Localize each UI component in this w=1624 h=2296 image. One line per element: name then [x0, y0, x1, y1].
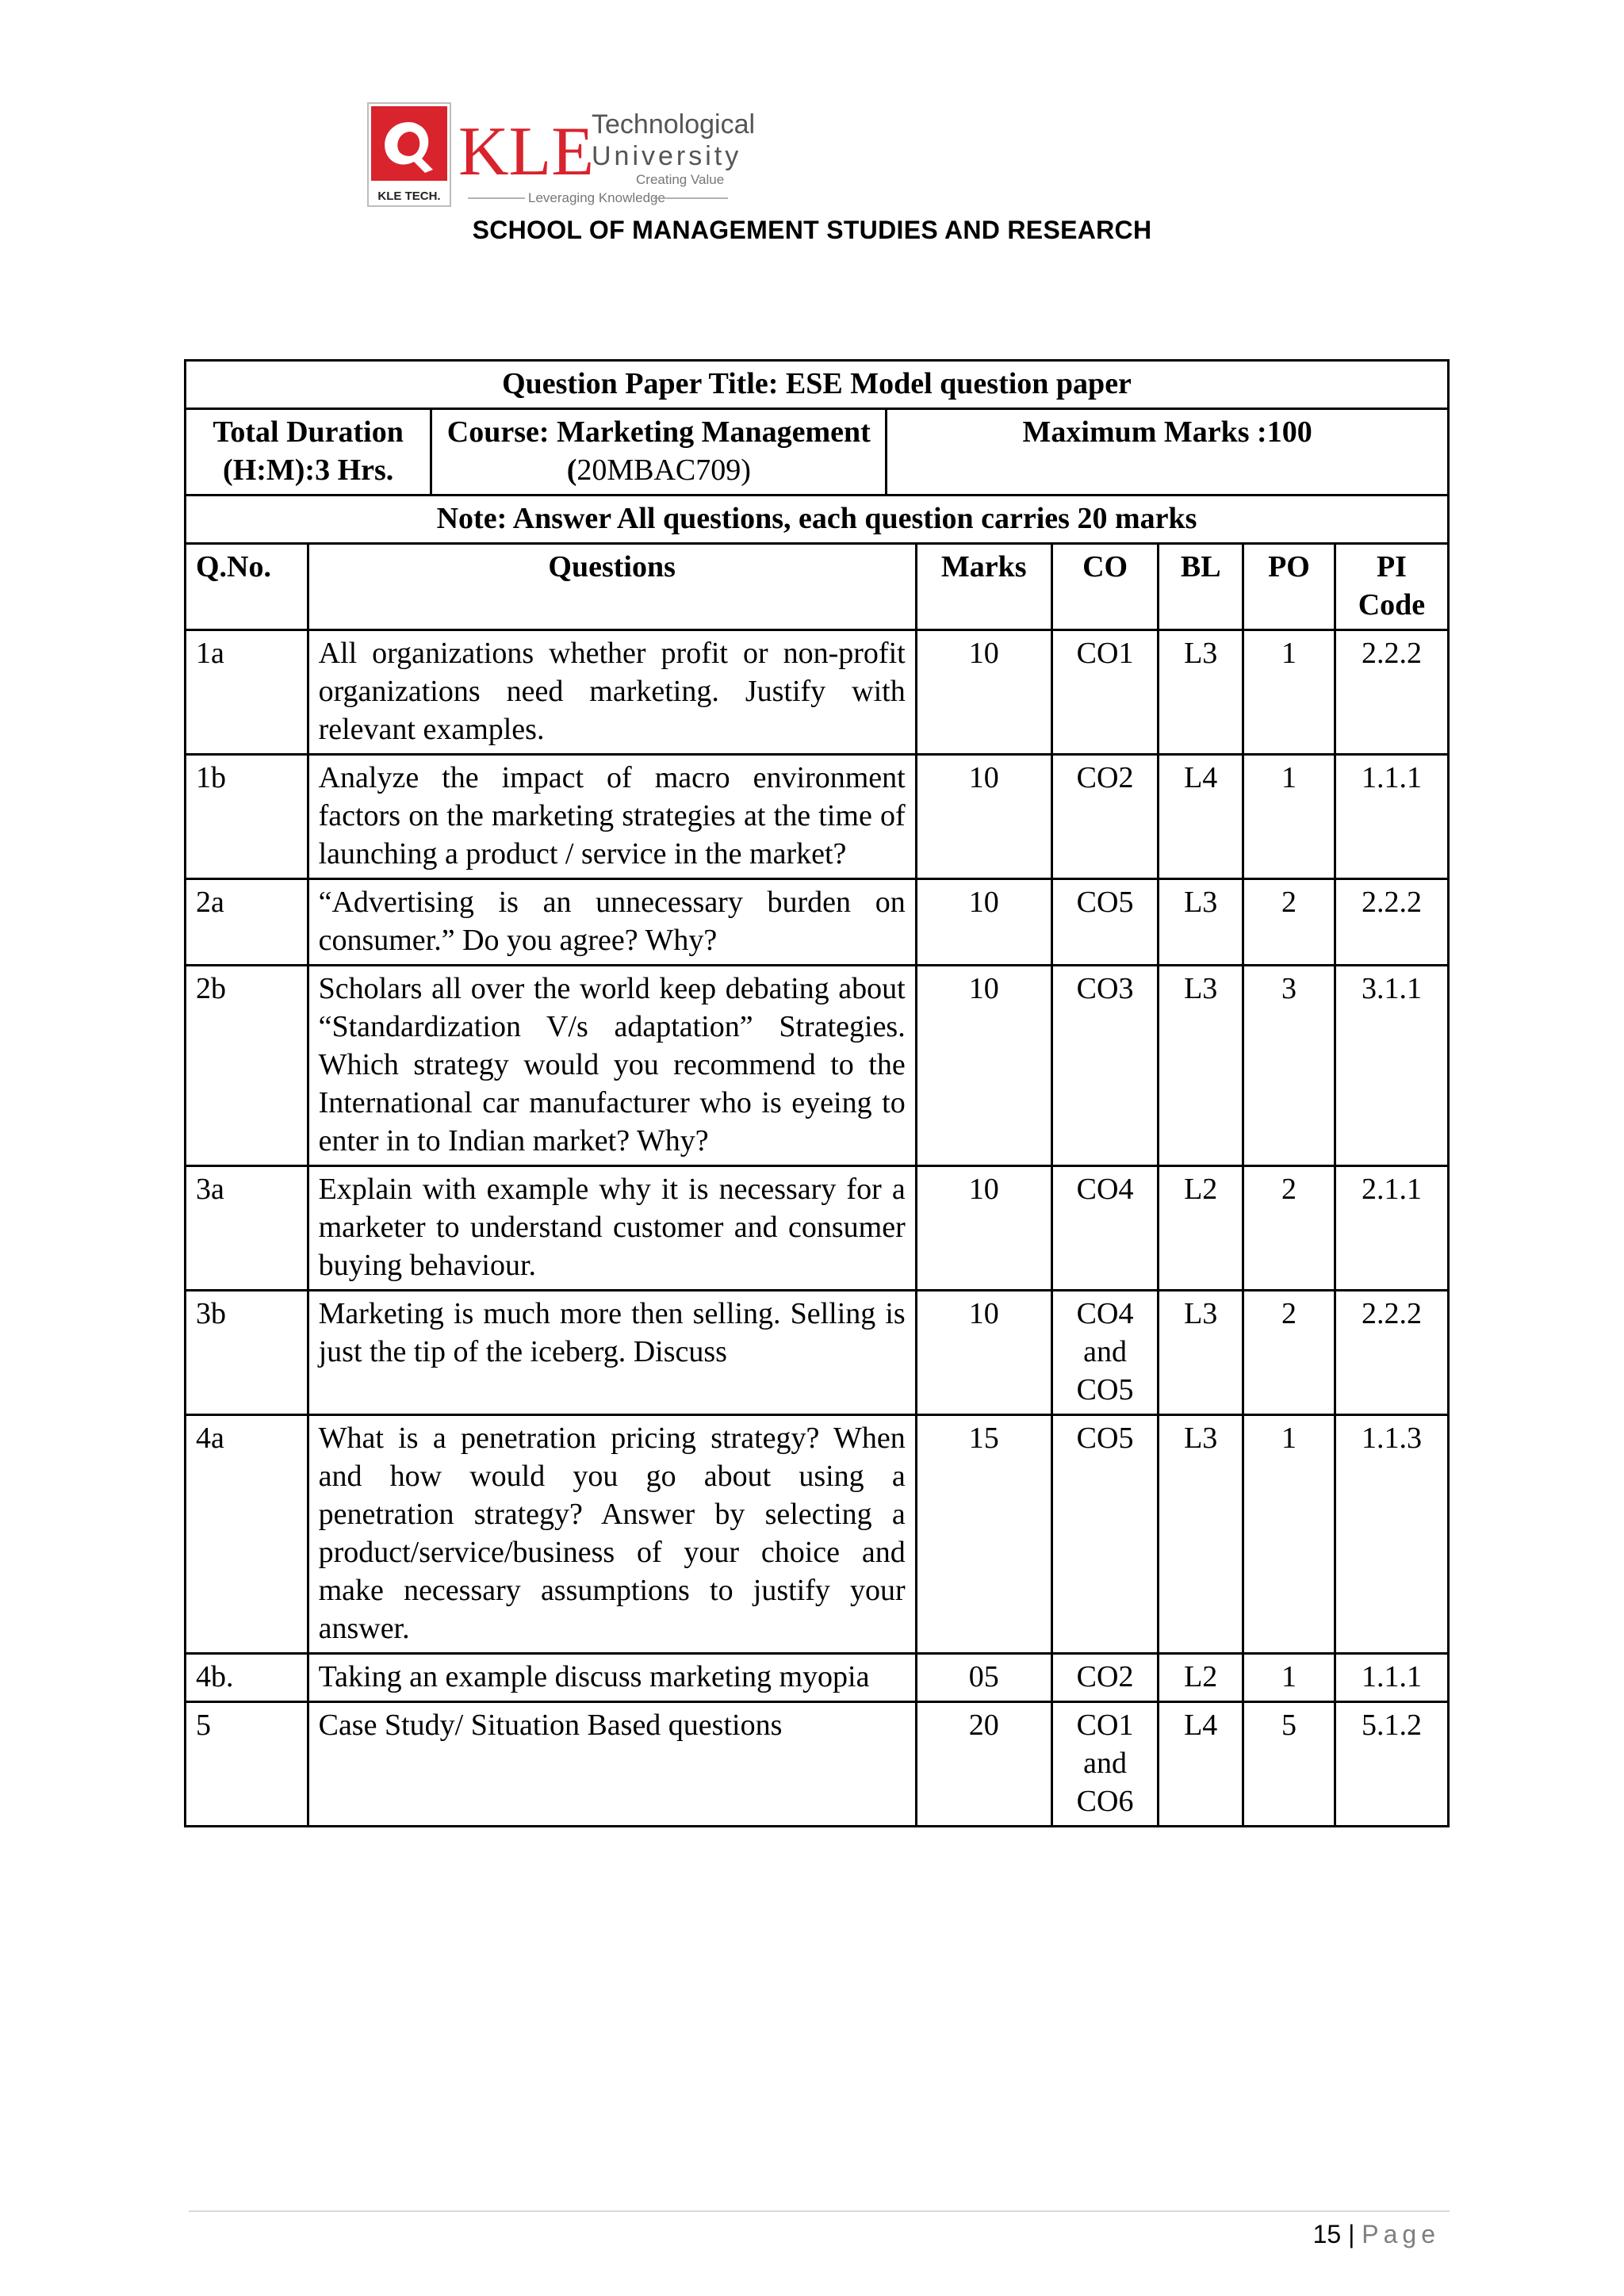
question-text: “Advertising is an unnecessary burden on consumer.” Do you agree? Why?	[308, 879, 916, 966]
question-pi-code: 1.1.3	[1335, 1415, 1448, 1654]
question-text: Analyze the impact of macro environment factors on the marketing strategies at the time of launching a product / service in the market?	[308, 755, 916, 879]
question-po: 3	[1243, 966, 1335, 1166]
paper-info-row	[186, 409, 1449, 496]
question-marks: 10	[916, 966, 1051, 1166]
svg-text:Creating Value: Creating Value	[636, 172, 725, 187]
kle-tech-logo	[366, 101, 756, 209]
question-pi-code: 3.1.1	[1335, 966, 1448, 1166]
question-text: Taking an example discuss marketing myopia	[308, 1654, 916, 1702]
page-footer	[1313, 2220, 1440, 2249]
question-text: Marketing is much more then selling. Selling is just the tip of the iceberg. Discuss	[308, 1291, 916, 1415]
question-marks: 10	[916, 879, 1051, 966]
question-co: CO5	[1051, 1415, 1159, 1654]
table-row	[186, 1291, 1449, 1415]
paper-note: Note: Answer All questions, each question carries 20 marks	[186, 496, 1449, 544]
question-pi-code: 2.2.2	[1335, 879, 1448, 966]
table-row	[186, 879, 1449, 966]
header-pi-code: PI Code	[1335, 544, 1448, 630]
question-co: CO4	[1051, 1166, 1159, 1291]
table-row	[186, 630, 1449, 755]
question-number: 4a	[186, 1415, 308, 1654]
question-bl: L3	[1159, 966, 1243, 1166]
question-pi-code: 5.1.2	[1335, 1702, 1448, 1827]
page-word: Page	[1362, 2220, 1440, 2248]
question-number: 3a	[186, 1166, 308, 1291]
header-co: CO	[1051, 544, 1159, 630]
header-bl: BL	[1159, 544, 1243, 630]
question-text: Scholars all over the world keep debating about “Standardization V/s adaptation” Strategies. Which strategy would you recommend to the International car manufacturer who is eyeing to enter in to Indian market? Why?	[308, 966, 916, 1166]
question-po: 2	[1243, 1166, 1335, 1291]
question-bl: L3	[1159, 879, 1243, 966]
question-co: CO2	[1051, 755, 1159, 879]
footer-divider	[189, 2210, 1450, 2212]
question-marks: 10	[916, 755, 1051, 879]
table-row	[186, 966, 1449, 1166]
paper-title: Question Paper Title: ESE Model question paper	[186, 361, 1449, 409]
question-po: 2	[1243, 879, 1335, 966]
question-co: CO1 and CO6	[1051, 1702, 1159, 1827]
header-questions: Questions	[308, 544, 916, 630]
question-bl: L2	[1159, 1166, 1243, 1291]
header-qno: Q.No.	[186, 544, 308, 630]
question-marks: 10	[916, 1166, 1051, 1291]
question-number: 2a	[186, 879, 308, 966]
question-bl: L2	[1159, 1654, 1243, 1702]
table-row	[186, 1166, 1449, 1291]
question-bl: L3	[1159, 1415, 1243, 1654]
question-po: 5	[1243, 1702, 1335, 1827]
svg-text:University: University	[592, 141, 742, 171]
question-marks: 10	[916, 1291, 1051, 1415]
question-marks: 20	[916, 1702, 1051, 1827]
question-marks: 05	[916, 1654, 1051, 1702]
question-bl: L4	[1159, 755, 1243, 879]
question-text: What is a penetration pricing strategy? When and how would you go about using a penetration strategy? Answer by selecting a product/service/business of your choice and make necessary assumptions to justify your answer.	[308, 1415, 916, 1654]
question-number: 2b	[186, 966, 308, 1166]
question-number: 3b	[186, 1291, 308, 1415]
paper-title-row	[186, 361, 1449, 409]
question-number: 1b	[186, 755, 308, 879]
page-separator: |	[1348, 2220, 1355, 2248]
question-marks: 10	[916, 630, 1051, 755]
question-text: Case Study/ Situation Based questions	[308, 1702, 916, 1827]
question-po: 1	[1243, 630, 1335, 755]
question-po: 1	[1243, 755, 1335, 879]
course-name: Course: Marketing Management (20MBAC709)	[431, 409, 887, 496]
question-bl: L3	[1159, 1291, 1243, 1415]
note-row	[186, 496, 1449, 544]
question-text: All organizations whether profit or non-profit organizations need marketing. Justify with relevant examples.	[308, 630, 916, 755]
question-marks: 15	[916, 1415, 1051, 1654]
question-po: 2	[1243, 1291, 1335, 1415]
table-row	[186, 755, 1449, 879]
question-pi-code: 2.1.1	[1335, 1166, 1448, 1291]
question-co: CO5	[1051, 879, 1159, 966]
maximum-marks: Maximum Marks :100	[887, 409, 1449, 496]
svg-text:Leveraging Knowledge: Leveraging Knowledge	[528, 190, 665, 205]
question-co: CO2	[1051, 1654, 1159, 1702]
school-name: SCHOOL OF MANAGEMENT STUDIES AND RESEARCH	[472, 216, 1152, 244]
question-po: 1	[1243, 1654, 1335, 1702]
header-marks: Marks	[916, 544, 1051, 630]
total-duration: Total Duration (H:M):3 Hrs.	[186, 409, 431, 496]
page-number: 15	[1312, 2220, 1342, 2248]
question-co: CO3	[1051, 966, 1159, 1166]
question-pi-code: 2.2.2	[1335, 630, 1448, 755]
question-number: 1a	[186, 630, 308, 755]
table-row	[186, 1654, 1449, 1702]
svg-text:KLE TECH.: KLE TECH.	[377, 189, 441, 203]
logo-badge	[371, 106, 447, 181]
table-row	[186, 1415, 1449, 1654]
question-pi-code: 1.1.1	[1335, 1654, 1448, 1702]
question-pi-code: 1.1.1	[1335, 755, 1448, 879]
question-co: CO4 and CO5	[1051, 1291, 1159, 1415]
svg-text:Technological: Technological	[592, 109, 756, 140]
header-po: PO	[1243, 544, 1335, 630]
question-pi-code: 2.2.2	[1335, 1291, 1448, 1415]
question-po: 1	[1243, 1415, 1335, 1654]
table-row	[186, 1702, 1449, 1827]
question-paper-table	[184, 359, 1450, 1827]
question-number: 5	[186, 1702, 308, 1827]
question-bl: L4	[1159, 1702, 1243, 1827]
question-number: 4b.	[186, 1654, 308, 1702]
svg-text:KLE: KLE	[458, 113, 595, 190]
table-header-row	[186, 544, 1449, 630]
question-bl: L3	[1159, 630, 1243, 755]
question-co: CO1	[1051, 630, 1159, 755]
question-text: Explain with example why it is necessary for a marketer to understand customer and consumer buying behaviour.	[308, 1166, 916, 1291]
